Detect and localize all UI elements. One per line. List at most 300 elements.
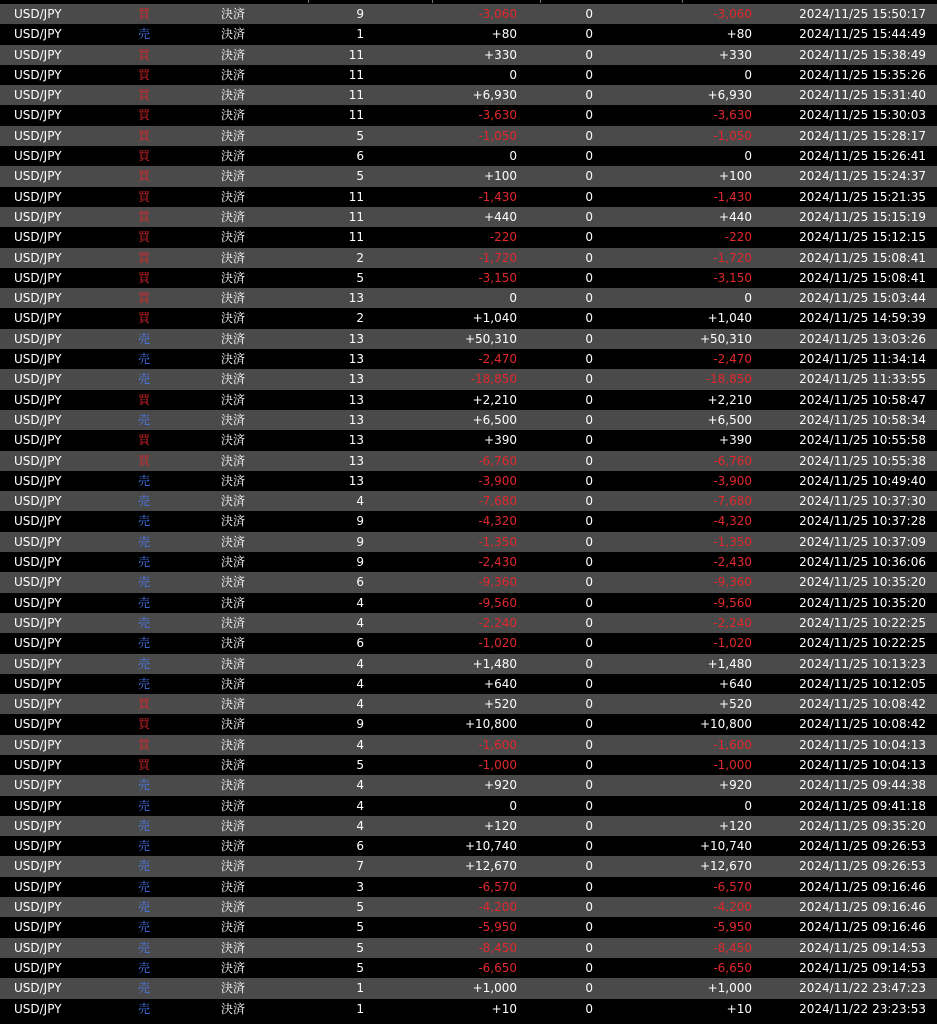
side-cell: 売 bbox=[138, 676, 151, 691]
timestamp-cell: 2024/11/25 15:28:17 bbox=[799, 128, 926, 143]
quantity-cell: 1 bbox=[356, 981, 364, 996]
pair-cell: USD/JPY bbox=[14, 737, 62, 752]
total-cell: +440 bbox=[719, 209, 752, 224]
swap-cell: 0 bbox=[585, 270, 593, 285]
profit-loss-cell: -3,060 bbox=[478, 7, 517, 21]
profit-loss-cell: -9,560 bbox=[478, 595, 517, 610]
side-cell: 売 bbox=[138, 798, 151, 813]
quantity-cell: 2 bbox=[356, 311, 364, 326]
swap-cell: 0 bbox=[585, 352, 593, 367]
total-cell: -4,200 bbox=[713, 900, 752, 915]
pair-cell: USD/JPY bbox=[14, 514, 62, 529]
total-cell: 0 bbox=[744, 149, 752, 164]
quantity-cell: 6 bbox=[356, 839, 364, 854]
table-row[interactable] bbox=[0, 227, 937, 247]
table-row[interactable] bbox=[0, 938, 937, 958]
timestamp-cell: 2024/11/25 11:34:14 bbox=[799, 352, 926, 367]
swap-cell: 0 bbox=[585, 514, 593, 529]
quantity-cell: 13 bbox=[348, 473, 364, 488]
timestamp-cell: 2024/11/25 09:44:38 bbox=[799, 778, 926, 793]
pair-cell: USD/JPY bbox=[14, 453, 62, 468]
swap-cell: 0 bbox=[585, 960, 593, 975]
timestamp-cell: 2024/11/25 10:13:23 bbox=[799, 656, 926, 671]
swap-cell: 0 bbox=[585, 575, 593, 590]
quantity-cell: 11 bbox=[348, 209, 364, 224]
side-cell: 売 bbox=[138, 352, 151, 367]
pair-cell: USD/JPY bbox=[14, 392, 62, 407]
table-row[interactable] bbox=[0, 978, 937, 998]
type-cell: 決済 bbox=[221, 270, 246, 285]
side-cell: 売 bbox=[138, 636, 151, 651]
side-cell: 買 bbox=[138, 47, 151, 62]
side-cell: 買 bbox=[138, 108, 151, 123]
pair-cell: USD/JPY bbox=[14, 433, 62, 448]
side-cell: 買 bbox=[138, 169, 151, 184]
table-row[interactable] bbox=[0, 308, 937, 328]
timestamp-cell: 2024/11/25 15:15:19 bbox=[799, 209, 926, 224]
pair-cell: USD/JPY bbox=[14, 250, 62, 265]
profit-loss-cell: -4,320 bbox=[478, 514, 517, 529]
timestamp-cell: 2024/11/25 10:08:42 bbox=[799, 717, 926, 732]
side-cell: 買 bbox=[138, 209, 151, 224]
profit-loss-cell: -6,650 bbox=[478, 960, 517, 975]
timestamp-cell: 2024/11/25 15:44:49 bbox=[799, 27, 926, 42]
total-cell: -6,570 bbox=[713, 879, 752, 894]
pair-cell: USD/JPY bbox=[14, 595, 62, 610]
timestamp-cell: 2024/11/25 09:16:46 bbox=[799, 920, 926, 935]
side-cell: 買 bbox=[138, 392, 151, 407]
swap-cell: 0 bbox=[585, 7, 593, 21]
type-cell: 決済 bbox=[221, 67, 246, 82]
table-row[interactable] bbox=[0, 856, 937, 876]
profit-loss-cell: +330 bbox=[484, 47, 517, 62]
pair-cell: USD/JPY bbox=[14, 209, 62, 224]
pair-cell: USD/JPY bbox=[14, 1001, 62, 1016]
profit-loss-cell: -2,240 bbox=[478, 615, 517, 630]
timestamp-cell: 2024/11/25 10:08:42 bbox=[799, 697, 926, 712]
table-row[interactable] bbox=[0, 105, 937, 125]
pair-cell: USD/JPY bbox=[14, 311, 62, 326]
total-cell: -2,240 bbox=[713, 615, 752, 630]
pair-cell: USD/JPY bbox=[14, 676, 62, 691]
swap-cell: 0 bbox=[585, 818, 593, 833]
side-cell: 売 bbox=[138, 595, 151, 610]
total-cell: +920 bbox=[719, 778, 752, 793]
type-cell: 決済 bbox=[221, 960, 246, 975]
table-row[interactable] bbox=[0, 146, 937, 166]
table-row[interactable] bbox=[0, 45, 937, 65]
quantity-cell: 4 bbox=[356, 798, 364, 813]
total-cell: -7,680 bbox=[713, 494, 752, 509]
table-row[interactable] bbox=[0, 613, 937, 633]
profit-loss-cell: 0 bbox=[509, 798, 517, 813]
total-cell: +1,480 bbox=[707, 656, 752, 671]
timestamp-cell: 2024/11/25 10:22:25 bbox=[799, 636, 926, 651]
table-row[interactable] bbox=[0, 532, 937, 552]
quantity-cell: 6 bbox=[356, 575, 364, 590]
swap-cell: 0 bbox=[585, 494, 593, 509]
table-row[interactable] bbox=[0, 207, 937, 227]
table-row[interactable] bbox=[0, 24, 937, 44]
table-row[interactable] bbox=[0, 917, 937, 937]
quantity-cell: 5 bbox=[356, 169, 364, 184]
side-cell: 買 bbox=[138, 737, 151, 752]
pair-cell: USD/JPY bbox=[14, 798, 62, 813]
type-cell: 決済 bbox=[221, 798, 246, 813]
profit-loss-cell: -3,630 bbox=[478, 108, 517, 123]
total-cell: +10,800 bbox=[699, 717, 752, 732]
table-row[interactable] bbox=[0, 126, 937, 146]
total-cell: -1,000 bbox=[713, 757, 752, 772]
pair-cell: USD/JPY bbox=[14, 412, 62, 427]
profit-loss-cell: 0 bbox=[509, 67, 517, 82]
swap-cell: 0 bbox=[585, 250, 593, 265]
pair-cell: USD/JPY bbox=[14, 615, 62, 630]
side-cell: 売 bbox=[138, 331, 151, 346]
profit-loss-cell: -5,950 bbox=[478, 920, 517, 935]
type-cell: 決済 bbox=[221, 717, 246, 732]
profit-loss-cell: -1,350 bbox=[478, 534, 517, 549]
swap-cell: 0 bbox=[585, 291, 593, 306]
swap-cell: 0 bbox=[585, 128, 593, 143]
type-cell: 決済 bbox=[221, 879, 246, 894]
total-cell: -5,950 bbox=[713, 920, 752, 935]
profit-loss-cell: -2,430 bbox=[478, 555, 517, 570]
table-row[interactable] bbox=[0, 288, 937, 308]
profit-loss-cell: +640 bbox=[484, 676, 517, 691]
timestamp-cell: 2024/11/25 10:35:20 bbox=[799, 595, 926, 610]
profit-loss-cell: -220 bbox=[489, 230, 517, 245]
timestamp-cell: 2024/11/25 15:30:03 bbox=[799, 108, 926, 123]
type-cell: 決済 bbox=[221, 900, 246, 915]
side-cell: 買 bbox=[138, 189, 151, 204]
timestamp-cell: 2024/11/22 23:23:53 bbox=[799, 1001, 926, 1016]
table-row[interactable] bbox=[0, 166, 937, 186]
table-row[interactable] bbox=[0, 897, 937, 917]
side-cell: 売 bbox=[138, 514, 151, 529]
profit-loss-cell: +100 bbox=[484, 169, 517, 184]
swap-cell: 0 bbox=[585, 67, 593, 82]
swap-cell: 0 bbox=[585, 615, 593, 630]
profit-loss-cell: -1,050 bbox=[478, 128, 517, 143]
side-cell: 売 bbox=[138, 473, 151, 488]
table-row[interactable] bbox=[0, 410, 937, 430]
quantity-cell: 13 bbox=[348, 433, 364, 448]
pair-cell: USD/JPY bbox=[14, 839, 62, 854]
side-cell: 売 bbox=[138, 960, 151, 975]
total-cell: -2,470 bbox=[713, 352, 752, 367]
pair-cell: USD/JPY bbox=[14, 108, 62, 123]
total-cell: +1,000 bbox=[707, 981, 752, 996]
total-cell: -3,060 bbox=[713, 7, 752, 21]
table-row[interactable] bbox=[0, 755, 937, 775]
timestamp-cell: 2024/11/25 09:26:53 bbox=[799, 839, 926, 854]
profit-loss-cell: +1,040 bbox=[472, 311, 517, 326]
quantity-cell: 11 bbox=[348, 67, 364, 82]
table-row[interactable] bbox=[0, 877, 937, 897]
side-cell: 売 bbox=[138, 27, 151, 42]
side-cell: 買 bbox=[138, 757, 151, 772]
swap-cell: 0 bbox=[585, 189, 593, 204]
profit-loss-cell: +920 bbox=[484, 778, 517, 793]
table-row[interactable] bbox=[0, 552, 937, 572]
swap-cell: 0 bbox=[585, 697, 593, 712]
swap-cell: 0 bbox=[585, 636, 593, 651]
quantity-cell: 9 bbox=[356, 717, 364, 732]
table-row[interactable] bbox=[0, 85, 937, 105]
type-cell: 決済 bbox=[221, 392, 246, 407]
pair-cell: USD/JPY bbox=[14, 818, 62, 833]
table-row[interactable] bbox=[0, 836, 937, 856]
timestamp-cell: 2024/11/25 10:37:09 bbox=[799, 534, 926, 549]
pair-cell: USD/JPY bbox=[14, 47, 62, 62]
table-row[interactable] bbox=[0, 796, 937, 816]
pair-cell: USD/JPY bbox=[14, 291, 62, 306]
profit-loss-cell: -1,000 bbox=[478, 757, 517, 772]
table-row[interactable] bbox=[0, 390, 937, 410]
table-row[interactable] bbox=[0, 674, 937, 694]
timestamp-cell: 2024/11/25 10:58:34 bbox=[799, 412, 926, 427]
type-cell: 決済 bbox=[221, 636, 246, 651]
table-row[interactable] bbox=[0, 593, 937, 613]
pair-cell: USD/JPY bbox=[14, 717, 62, 732]
total-cell: -1,720 bbox=[713, 250, 752, 265]
total-cell: -8,450 bbox=[713, 940, 752, 955]
quantity-cell: 4 bbox=[356, 676, 364, 691]
profit-loss-cell: +120 bbox=[484, 818, 517, 833]
type-cell: 決済 bbox=[221, 128, 246, 143]
side-cell: 売 bbox=[138, 494, 151, 509]
side-cell: 売 bbox=[138, 656, 151, 671]
quantity-cell: 5 bbox=[356, 270, 364, 285]
total-cell: -1,350 bbox=[713, 534, 752, 549]
total-cell: -18,850 bbox=[705, 372, 752, 387]
profit-loss-cell: +1,480 bbox=[472, 656, 517, 671]
total-cell: -2,430 bbox=[713, 555, 752, 570]
total-cell: +6,930 bbox=[707, 88, 752, 103]
table-row[interactable] bbox=[0, 349, 937, 369]
quantity-cell: 5 bbox=[356, 940, 364, 955]
side-cell: 買 bbox=[138, 453, 151, 468]
profit-loss-cell: -1,020 bbox=[478, 636, 517, 651]
swap-cell: 0 bbox=[585, 108, 593, 123]
type-cell: 決済 bbox=[221, 169, 246, 184]
table-row[interactable] bbox=[0, 4, 937, 24]
profit-loss-cell: 0 bbox=[509, 149, 517, 164]
type-cell: 決済 bbox=[221, 250, 246, 265]
type-cell: 決済 bbox=[221, 433, 246, 448]
table-row[interactable] bbox=[0, 714, 937, 734]
quantity-cell: 5 bbox=[356, 128, 364, 143]
profit-loss-cell: -4,200 bbox=[478, 900, 517, 915]
swap-cell: 0 bbox=[585, 331, 593, 346]
timestamp-cell: 2024/11/22 23:47:23 bbox=[799, 981, 926, 996]
quantity-cell: 9 bbox=[356, 7, 364, 21]
table-row[interactable] bbox=[0, 471, 937, 491]
timestamp-cell: 2024/11/25 09:16:46 bbox=[799, 879, 926, 894]
timestamp-cell: 2024/11/25 09:16:46 bbox=[799, 900, 926, 915]
type-cell: 決済 bbox=[221, 352, 246, 367]
total-cell: +80 bbox=[726, 27, 752, 42]
side-cell: 売 bbox=[138, 981, 151, 996]
profit-loss-cell: +440 bbox=[484, 209, 517, 224]
table-row[interactable] bbox=[0, 999, 937, 1019]
profit-loss-cell: +12,670 bbox=[464, 859, 517, 874]
quantity-cell: 4 bbox=[356, 778, 364, 793]
total-cell: +520 bbox=[719, 697, 752, 712]
total-cell: -1,050 bbox=[713, 128, 752, 143]
swap-cell: 0 bbox=[585, 737, 593, 752]
side-cell: 買 bbox=[138, 311, 151, 326]
type-cell: 決済 bbox=[221, 209, 246, 224]
swap-cell: 0 bbox=[585, 473, 593, 488]
timestamp-cell: 2024/11/25 15:26:41 bbox=[799, 149, 926, 164]
total-cell: +390 bbox=[719, 433, 752, 448]
type-cell: 決済 bbox=[221, 737, 246, 752]
timestamp-cell: 2024/11/25 09:41:18 bbox=[799, 798, 926, 813]
type-cell: 決済 bbox=[221, 108, 246, 123]
quantity-cell: 11 bbox=[348, 108, 364, 123]
type-cell: 決済 bbox=[221, 981, 246, 996]
table-row[interactable] bbox=[0, 451, 937, 471]
table-row[interactable] bbox=[0, 511, 937, 531]
type-cell: 決済 bbox=[221, 1001, 246, 1016]
quantity-cell: 13 bbox=[348, 291, 364, 306]
pair-cell: USD/JPY bbox=[14, 169, 62, 184]
pair-cell: USD/JPY bbox=[14, 270, 62, 285]
total-cell: +120 bbox=[719, 818, 752, 833]
table-row[interactable] bbox=[0, 65, 937, 85]
side-cell: 買 bbox=[138, 230, 151, 245]
table-row[interactable] bbox=[0, 268, 937, 288]
total-cell: +10,740 bbox=[699, 839, 752, 854]
swap-cell: 0 bbox=[585, 534, 593, 549]
side-cell: 売 bbox=[138, 615, 151, 630]
swap-cell: 0 bbox=[585, 27, 593, 42]
swap-cell: 0 bbox=[585, 433, 593, 448]
table-row[interactable] bbox=[0, 572, 937, 592]
side-cell: 買 bbox=[138, 149, 151, 164]
side-cell: 売 bbox=[138, 372, 151, 387]
total-cell: +330 bbox=[719, 47, 752, 62]
quantity-cell: 4 bbox=[356, 818, 364, 833]
total-cell: 0 bbox=[744, 291, 752, 306]
quantity-cell: 4 bbox=[356, 494, 364, 509]
type-cell: 決済 bbox=[221, 595, 246, 610]
profit-loss-cell: -1,600 bbox=[478, 737, 517, 752]
timestamp-cell: 2024/11/25 14:59:39 bbox=[799, 311, 926, 326]
table-row[interactable] bbox=[0, 654, 937, 674]
side-cell: 売 bbox=[138, 859, 151, 874]
pair-cell: USD/JPY bbox=[14, 352, 62, 367]
type-cell: 決済 bbox=[221, 88, 246, 103]
side-cell: 売 bbox=[138, 555, 151, 570]
quantity-cell: 13 bbox=[348, 412, 364, 427]
type-cell: 決済 bbox=[221, 676, 246, 691]
table-row[interactable] bbox=[0, 735, 937, 755]
table-row[interactable] bbox=[0, 329, 937, 349]
pair-cell: USD/JPY bbox=[14, 149, 62, 164]
quantity-cell: 1 bbox=[356, 1001, 364, 1016]
timestamp-cell: 2024/11/25 10:49:40 bbox=[799, 473, 926, 488]
type-cell: 決済 bbox=[221, 372, 246, 387]
timestamp-cell: 2024/11/25 09:14:53 bbox=[799, 960, 926, 975]
pair-cell: USD/JPY bbox=[14, 534, 62, 549]
total-cell: -1,430 bbox=[713, 189, 752, 204]
table-row[interactable] bbox=[0, 958, 937, 978]
quantity-cell: 13 bbox=[348, 352, 364, 367]
profit-loss-cell: -8,450 bbox=[478, 940, 517, 955]
timestamp-cell: 2024/11/25 10:37:28 bbox=[799, 514, 926, 529]
type-cell: 決済 bbox=[221, 311, 246, 326]
total-cell: -3,630 bbox=[713, 108, 752, 123]
swap-cell: 0 bbox=[585, 676, 593, 691]
table-row[interactable] bbox=[0, 775, 937, 795]
pair-cell: USD/JPY bbox=[14, 757, 62, 772]
quantity-cell: 11 bbox=[348, 88, 364, 103]
pair-cell: USD/JPY bbox=[14, 331, 62, 346]
profit-loss-cell: -2,470 bbox=[478, 352, 517, 367]
quantity-cell: 13 bbox=[348, 372, 364, 387]
pair-cell: USD/JPY bbox=[14, 555, 62, 570]
timestamp-cell: 2024/11/25 09:14:53 bbox=[799, 940, 926, 955]
type-cell: 決済 bbox=[221, 494, 246, 509]
side-cell: 売 bbox=[138, 818, 151, 833]
table-row[interactable] bbox=[0, 369, 937, 389]
profit-loss-cell: -6,570 bbox=[478, 879, 517, 894]
table-row[interactable] bbox=[0, 633, 937, 653]
quantity-cell: 4 bbox=[356, 615, 364, 630]
table-row[interactable] bbox=[0, 816, 937, 836]
timestamp-cell: 2024/11/25 10:04:13 bbox=[799, 757, 926, 772]
quantity-cell: 9 bbox=[356, 555, 364, 570]
table-row[interactable] bbox=[0, 694, 937, 714]
quantity-cell: 9 bbox=[356, 534, 364, 549]
table-row[interactable] bbox=[0, 491, 937, 511]
quantity-cell: 7 bbox=[356, 859, 364, 874]
profit-loss-cell: +6,500 bbox=[472, 412, 517, 427]
profit-loss-cell: -3,150 bbox=[478, 270, 517, 285]
type-cell: 決済 bbox=[221, 7, 246, 21]
total-cell: -1,600 bbox=[713, 737, 752, 752]
swap-cell: 0 bbox=[585, 595, 593, 610]
profit-loss-cell: +10 bbox=[491, 1001, 517, 1016]
quantity-cell: 5 bbox=[356, 757, 364, 772]
swap-cell: 0 bbox=[585, 412, 593, 427]
profit-loss-cell: -1,720 bbox=[478, 250, 517, 265]
pair-cell: USD/JPY bbox=[14, 494, 62, 509]
side-cell: 買 bbox=[138, 697, 151, 712]
swap-cell: 0 bbox=[585, 940, 593, 955]
side-cell: 売 bbox=[138, 920, 151, 935]
quantity-cell: 13 bbox=[348, 392, 364, 407]
type-cell: 決済 bbox=[221, 940, 246, 955]
type-cell: 決済 bbox=[221, 514, 246, 529]
table-row[interactable] bbox=[0, 187, 937, 207]
timestamp-cell: 2024/11/25 10:37:30 bbox=[799, 494, 926, 509]
timestamp-cell: 2024/11/25 15:12:15 bbox=[799, 230, 926, 245]
table-row[interactable] bbox=[0, 430, 937, 450]
swap-cell: 0 bbox=[585, 47, 593, 62]
table-row[interactable] bbox=[0, 248, 937, 268]
side-cell: 売 bbox=[138, 839, 151, 854]
type-cell: 決済 bbox=[221, 859, 246, 874]
pair-cell: USD/JPY bbox=[14, 67, 62, 82]
total-cell: 0 bbox=[744, 67, 752, 82]
timestamp-cell: 2024/11/25 15:08:41 bbox=[799, 250, 926, 265]
quantity-cell: 6 bbox=[356, 636, 364, 651]
timestamp-cell: 2024/11/25 13:03:26 bbox=[799, 331, 926, 346]
